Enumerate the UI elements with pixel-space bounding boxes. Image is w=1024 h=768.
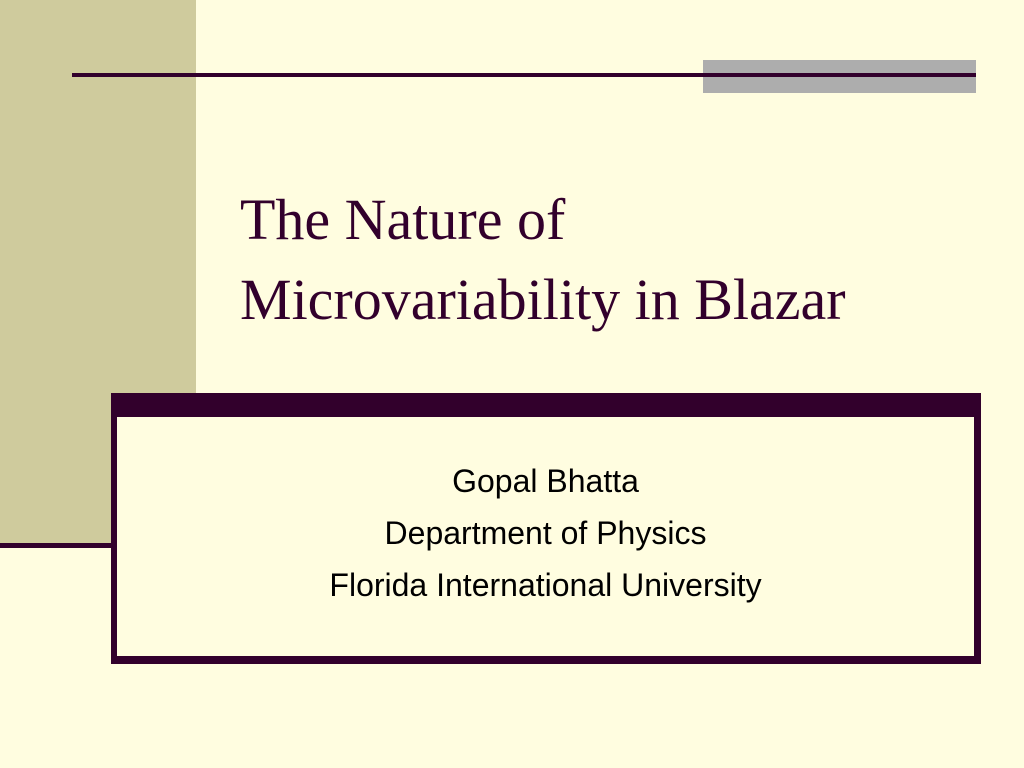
university: Florida International University — [329, 567, 762, 603]
author-name: Gopal Bhatta — [452, 463, 639, 499]
title-line-2: Microvariability in Blazar — [240, 267, 846, 332]
gray-bar-rule — [703, 73, 976, 77]
left-band-rule — [0, 543, 116, 548]
subtitle-box — [111, 393, 981, 664]
slide-title — [240, 180, 1000, 340]
title-line-1: The Nature of — [240, 187, 566, 252]
department: Department of Physics — [384, 515, 707, 551]
subtitle-panel — [117, 417, 974, 656]
